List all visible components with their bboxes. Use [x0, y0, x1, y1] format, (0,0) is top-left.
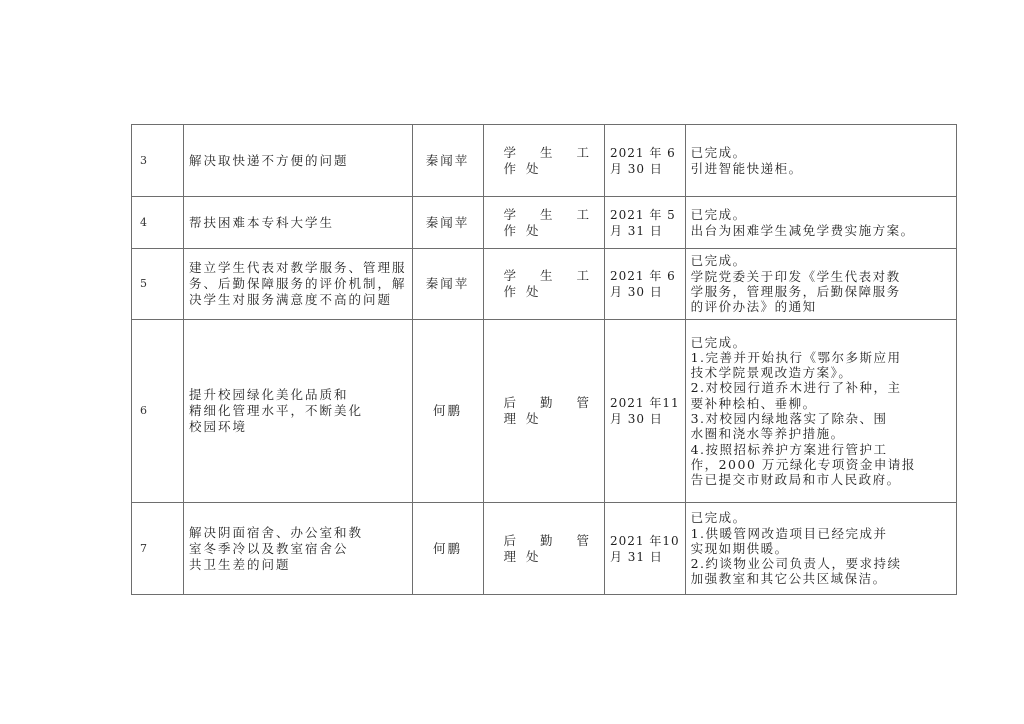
- status-line: 学院党委关于印发《学生代表对教: [690, 268, 901, 284]
- date-line: 月 30 日: [609, 412, 663, 426]
- task-line: 解决阴面宿舍、办公室和教: [189, 524, 364, 540]
- deadline-cell: [604, 125, 685, 197]
- status-line: 已完成。: [690, 145, 747, 161]
- status-cell: [685, 320, 956, 503]
- task-cell: [184, 197, 413, 249]
- status-line: 的评价办法》的通知: [690, 299, 817, 315]
- table-row: [132, 197, 957, 249]
- status-line: 已完成。: [690, 253, 747, 269]
- task-line: 提升校园绿化美化品质和: [189, 387, 349, 402]
- date-line: 月 31 日: [609, 549, 663, 564]
- owner-cell: 秦闻苹: [412, 125, 483, 197]
- task-line: 帮扶困难本专科大学生: [189, 214, 335, 230]
- deadline-cell: [604, 197, 685, 249]
- table-row: [132, 320, 957, 503]
- status-line: 引进智能快递柜。: [690, 160, 803, 176]
- task-line: 务、后勤保障服务的评价机制，解: [189, 276, 407, 291]
- dept-line: 作处: [503, 222, 549, 238]
- table-row: [132, 503, 957, 595]
- status-line: 告已提交市财政局和市人民政府。: [690, 472, 901, 488]
- deadline-cell: [604, 249, 685, 320]
- status-line: 已完成。: [690, 207, 747, 223]
- status-cell: [685, 503, 956, 595]
- status-line: 已完成。: [690, 510, 747, 526]
- task-cell: [184, 125, 413, 197]
- status-line: 3.对校园内绿地落实了除杂、围: [690, 411, 888, 426]
- row-number: 3: [132, 125, 184, 197]
- status-line: 1.完善并开始执行《鄂尔多斯应用: [690, 349, 902, 365]
- dept-line: 理处: [503, 411, 549, 426]
- status-line: 1.供暖管网改造项目已经完成并: [690, 525, 888, 541]
- owner-cell: 何鹏: [412, 503, 483, 595]
- date-line: 月 31 日: [609, 223, 663, 238]
- status-cell: [685, 125, 956, 197]
- deadline-cell: [604, 320, 685, 503]
- department-cell: [483, 503, 604, 595]
- dept-line: 作处: [503, 284, 549, 299]
- status-line: 2.约谈物业公司负责人，要求持续: [690, 556, 902, 572]
- dept-line: 后 勤 管: [503, 532, 599, 548]
- row-number: 5: [132, 249, 184, 320]
- dept-line: 学 生 工: [503, 206, 599, 222]
- task-line: 共卫生差的问题: [189, 556, 291, 572]
- task-line: 校园环境: [189, 419, 248, 434]
- status-line: 2.对校园行道乔木进行了补种，主: [690, 380, 902, 396]
- department-cell: [483, 320, 604, 503]
- date-line: 2021 年10: [609, 533, 680, 548]
- status-line: 已完成。: [690, 334, 747, 350]
- task-line: 精细化管理水平，不断美化: [189, 403, 364, 418]
- date-line: 2021 年 5: [609, 207, 676, 222]
- status-line: 作，2000 万元绿化专项资金申请报: [690, 456, 916, 472]
- status-line: 要补种桧柏、垂柳。: [690, 395, 817, 411]
- table-row: [132, 125, 957, 197]
- status-line: 学服务，管理服务，后勤保障服务: [690, 284, 901, 299]
- dept-line: 作处: [503, 160, 549, 176]
- owner-cell: 秦闻苹: [412, 197, 483, 249]
- deadline-cell: [604, 503, 685, 595]
- task-line: 建立学生代表对教学服务、管理服: [189, 260, 407, 275]
- department-cell: [483, 125, 604, 197]
- row-number: 7: [132, 503, 184, 595]
- status-line: 出台为困难学生减免学费实施方案。: [690, 222, 915, 238]
- owner-cell: 秦闻苹: [412, 249, 483, 320]
- date-line: 月 30 日: [609, 285, 663, 299]
- status-cell: [685, 197, 956, 249]
- task-cell: [184, 249, 413, 320]
- task-cell: [184, 320, 413, 503]
- status-line: 4.按照招标养护方案进行管护工: [690, 441, 888, 457]
- date-line: 2021 年 6: [609, 269, 676, 283]
- task-line: 解决取快递不方便的问题: [189, 152, 349, 168]
- task-table: [131, 124, 957, 595]
- status-line: 技术学院景观改造方案》。: [690, 365, 853, 381]
- owner-cell: 何鹏: [412, 320, 483, 503]
- task-line: 决学生对服务满意度不高的问题: [189, 292, 393, 307]
- department-cell: [483, 249, 604, 320]
- date-line: 2021 年11: [609, 396, 680, 410]
- task-cell: [184, 503, 413, 595]
- date-line: 2021 年 6: [609, 145, 676, 160]
- status-line: 实现如期供暖。: [690, 540, 789, 556]
- status-line: 加强教室和其它公共区域保洁。: [690, 571, 887, 587]
- dept-line: 后 勤 管: [503, 395, 599, 410]
- table-row: [132, 249, 957, 320]
- task-line: 室冬季冷以及教室宿舍公: [189, 540, 349, 556]
- dept-line: 学 生 工: [503, 144, 599, 160]
- status-line: 水圈和浇水等养护措施。: [690, 426, 845, 442]
- row-number: 6: [132, 320, 184, 503]
- department-cell: [483, 197, 604, 249]
- row-number: 4: [132, 197, 184, 249]
- status-cell: [685, 249, 956, 320]
- dept-line: 学 生 工: [503, 268, 599, 283]
- date-line: 月 30 日: [609, 161, 663, 176]
- dept-line: 理处: [503, 548, 549, 564]
